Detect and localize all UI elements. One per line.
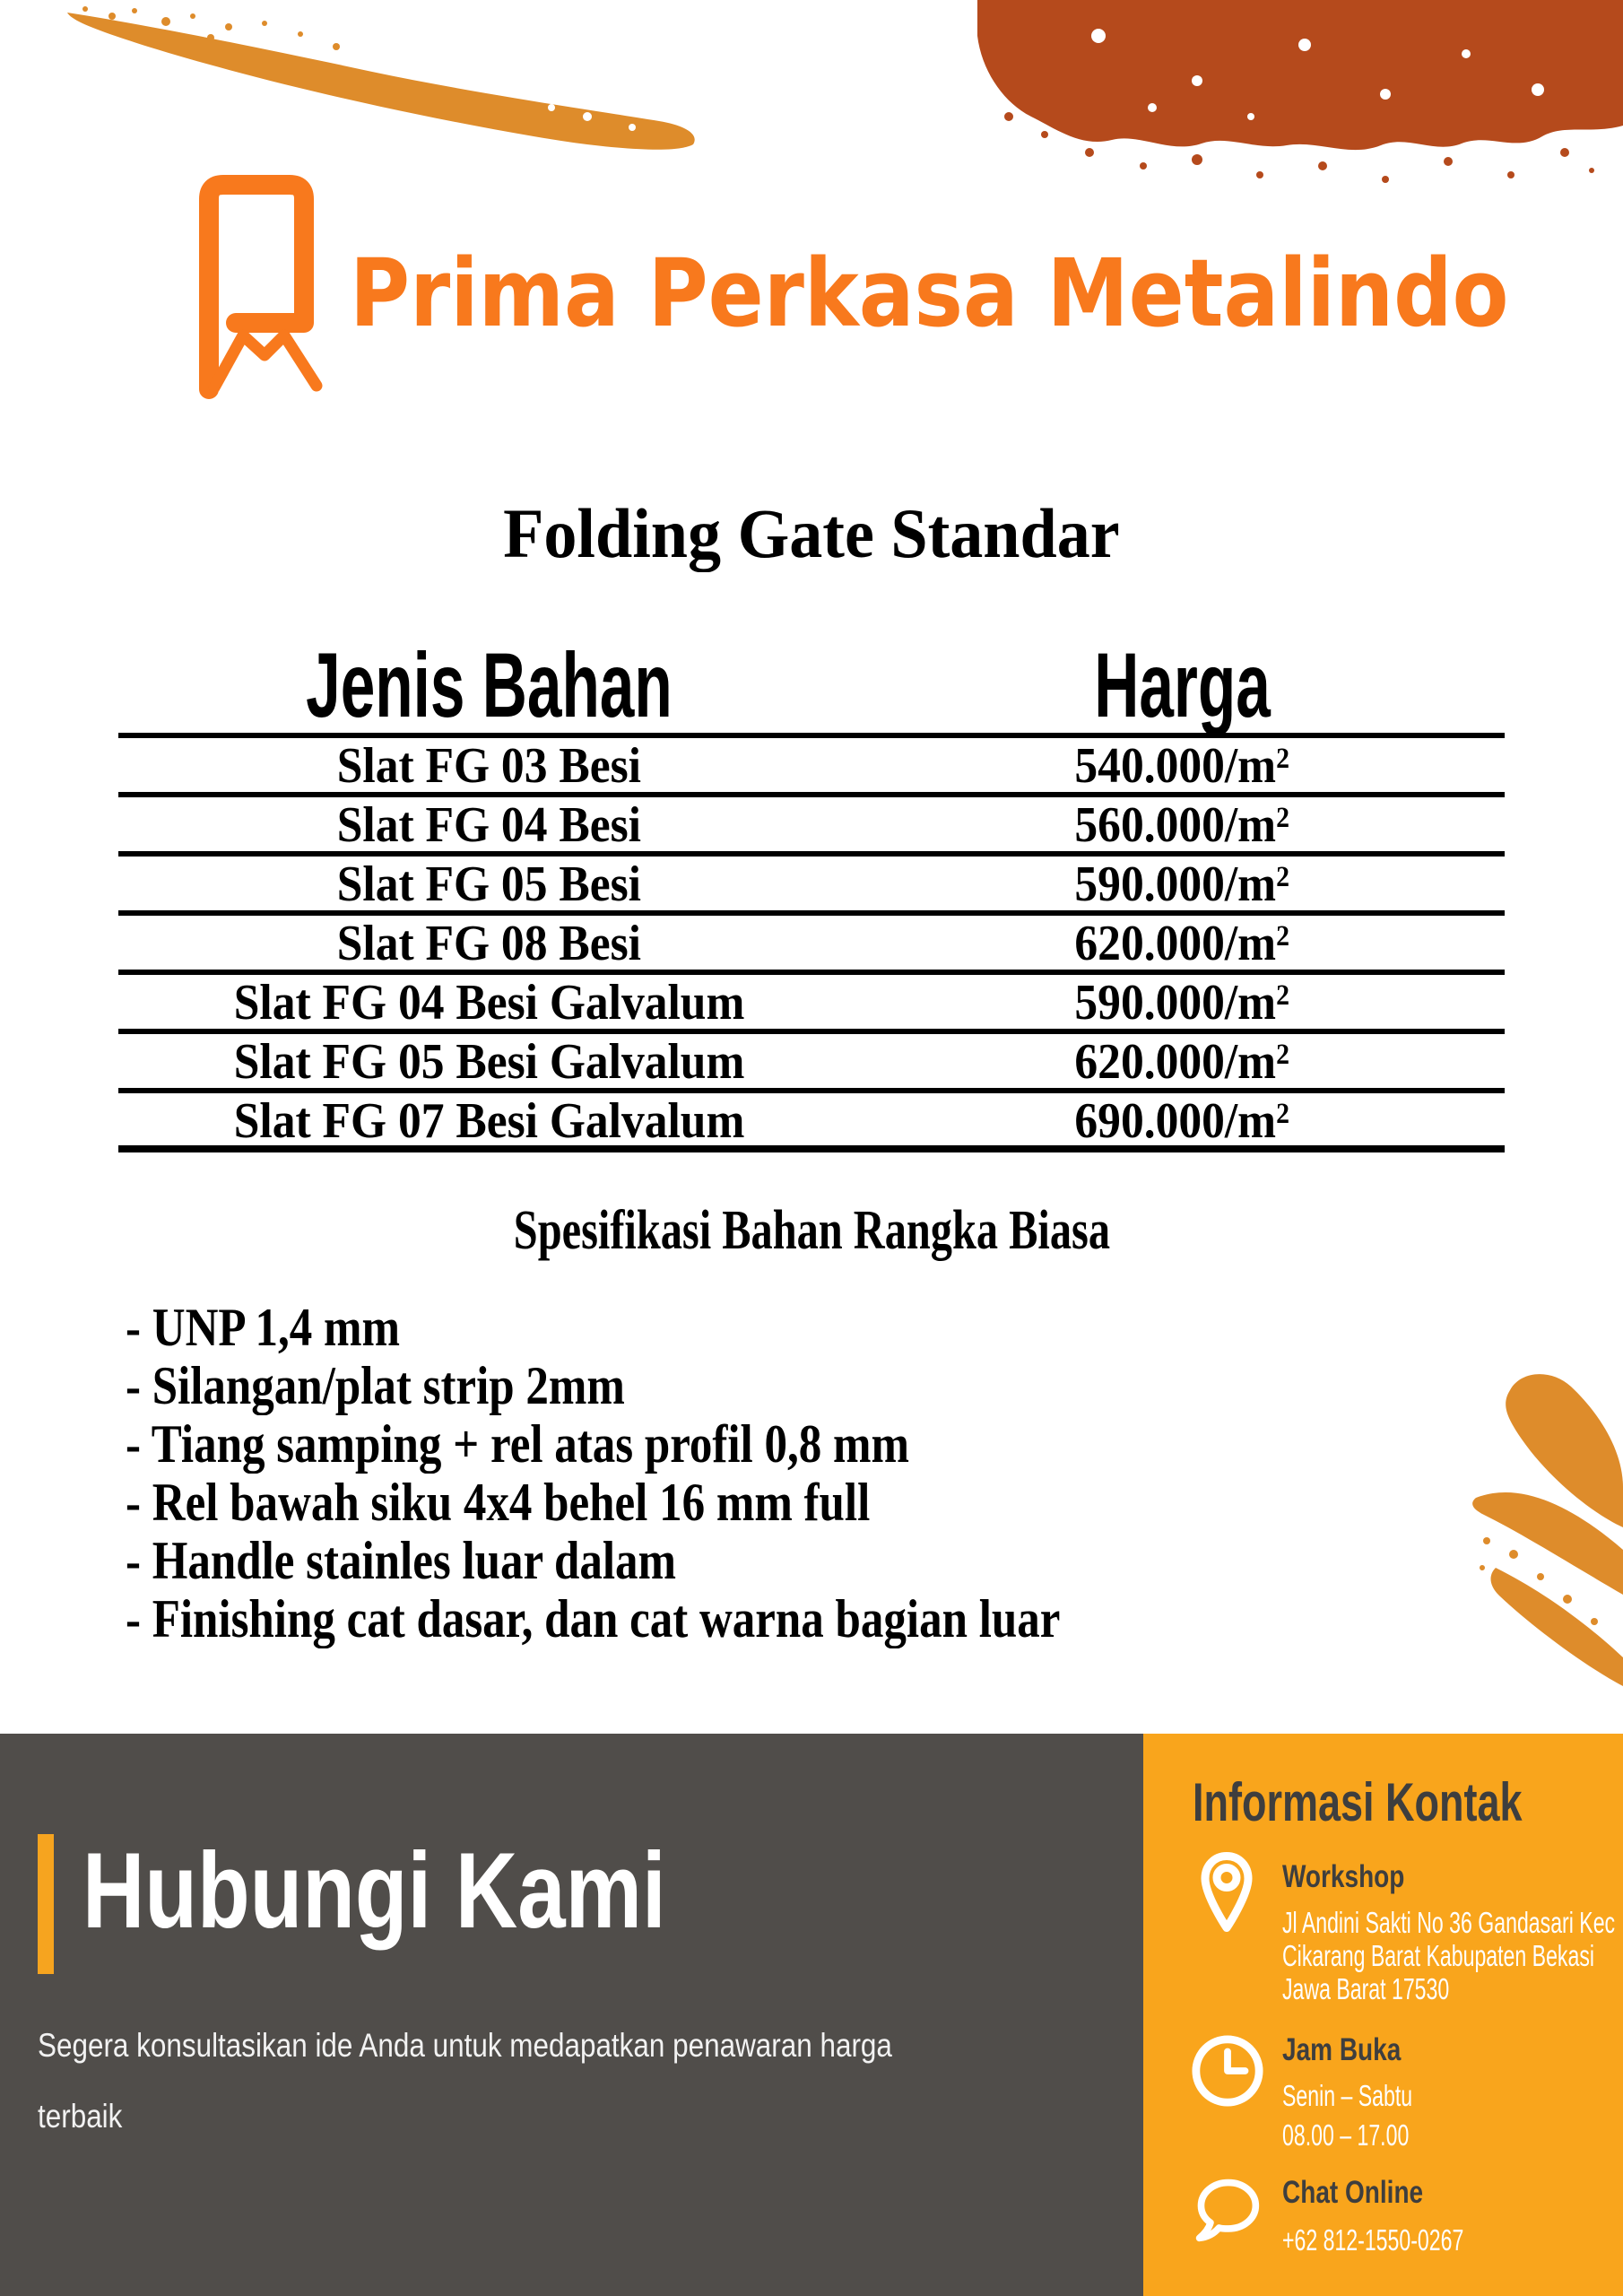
column-header-harga: Harga: [1094, 634, 1271, 736]
footer-band: [0, 1734, 1623, 2296]
chat-bubble-icon: [1191, 2175, 1263, 2245]
clock-icon: [1191, 2034, 1264, 2108]
price-table: [118, 633, 1505, 1152]
brand-name: Prima Perkasa Metalindo: [350, 239, 1509, 348]
price-cell: $560.000/m^2$: [1074, 797, 1290, 853]
column-header-jenis-bahan: Jenis Bahan: [306, 634, 673, 736]
price-cell: $540.000/m^2$: [1074, 738, 1290, 794]
spec-item: - Handle stainles luar dalam: [126, 1531, 676, 1590]
workshop-heading: Workshop: [1282, 1859, 1405, 1894]
brand-logo-icon: [184, 163, 336, 414]
spec-section-title: Spesifikasi Bahan Rangka Biasa: [513, 1200, 1110, 1261]
table-row: [118, 797, 1505, 857]
spec-item: - UNP 1,4 mm: [126, 1298, 400, 1357]
table-row: [118, 1093, 1505, 1152]
material-cell: Slat FG 08 Besi: [336, 916, 642, 971]
table-row: [118, 857, 1505, 916]
opening-hours: Senin – Sabtu 08.00 – 17.00: [1282, 2079, 1413, 2152]
material-cell: Slat FG 07 Besi Galvalum: [233, 1093, 745, 1149]
location-pin-icon: [1200, 1848, 1254, 1935]
paint-splash-top-right: [964, 0, 1623, 193]
material-cell: Slat FG 05 Besi: [336, 857, 642, 912]
spec-item: - Finishing cat dasar, dan cat warna bagian luar: [126, 1589, 1061, 1648]
cta-title: Hubungi Kami: [82, 1831, 666, 1951]
table-row: [118, 738, 1505, 797]
material-cell: Slat FG 03 Besi: [336, 738, 642, 794]
brush-stroke-top-left: [49, 0, 713, 157]
material-cell: Slat FG 05 Besi Galvalum: [233, 1034, 745, 1090]
chat-online-heading: Chat Online: [1282, 2175, 1424, 2210]
table-row: [118, 916, 1505, 975]
table-header-row: [118, 633, 1505, 738]
contact-info-title: Informasi Kontak: [1193, 1772, 1523, 1832]
spec-item: - Rel bawah siku 4x4 behel 16 mm full: [126, 1473, 871, 1532]
workshop-address: Jl Andini Sakti No 36 Gandasari Kec Cikarang Barat Kabupaten Bekasi Jawa Barat 17530: [1282, 1906, 1616, 2005]
table-row: [118, 975, 1505, 1034]
price-cell: $620.000/m^2$: [1074, 916, 1290, 971]
price-cell: $690.000/m^2$: [1074, 1093, 1290, 1149]
brush-stroke-right: [1433, 1361, 1623, 1689]
price-cell: $620.000/m^2$: [1074, 1034, 1290, 1090]
price-cell: $590.000/m^2$: [1074, 975, 1290, 1031]
price-cell: $590.000/m^2$: [1074, 857, 1290, 912]
contact-info-panel: [1143, 1734, 1623, 2296]
material-cell: Slat FG 04 Besi Galvalum: [233, 975, 745, 1031]
phone-number: +62 812-1550-0267: [1282, 2223, 1464, 2257]
accent-bar: [38, 1834, 54, 1974]
jam-buka-heading: Jam Buka: [1282, 2032, 1402, 2067]
spec-list: [126, 1299, 1225, 1648]
table-row: [118, 1034, 1505, 1093]
contact-cta-section: [0, 1734, 1143, 2296]
spec-item: - Tiang samping + rel atas profil 0,8 mm: [126, 1414, 909, 1474]
page-title: Folding Gate Standar: [503, 494, 1120, 572]
material-cell: Slat FG 04 Besi: [336, 797, 642, 853]
spec-item: - Silangan/plat strip 2mm: [126, 1356, 625, 1415]
cta-description: Segera konsultasikan ide Anda untuk medapatkan penawaran harga terbaik: [38, 2027, 892, 2135]
